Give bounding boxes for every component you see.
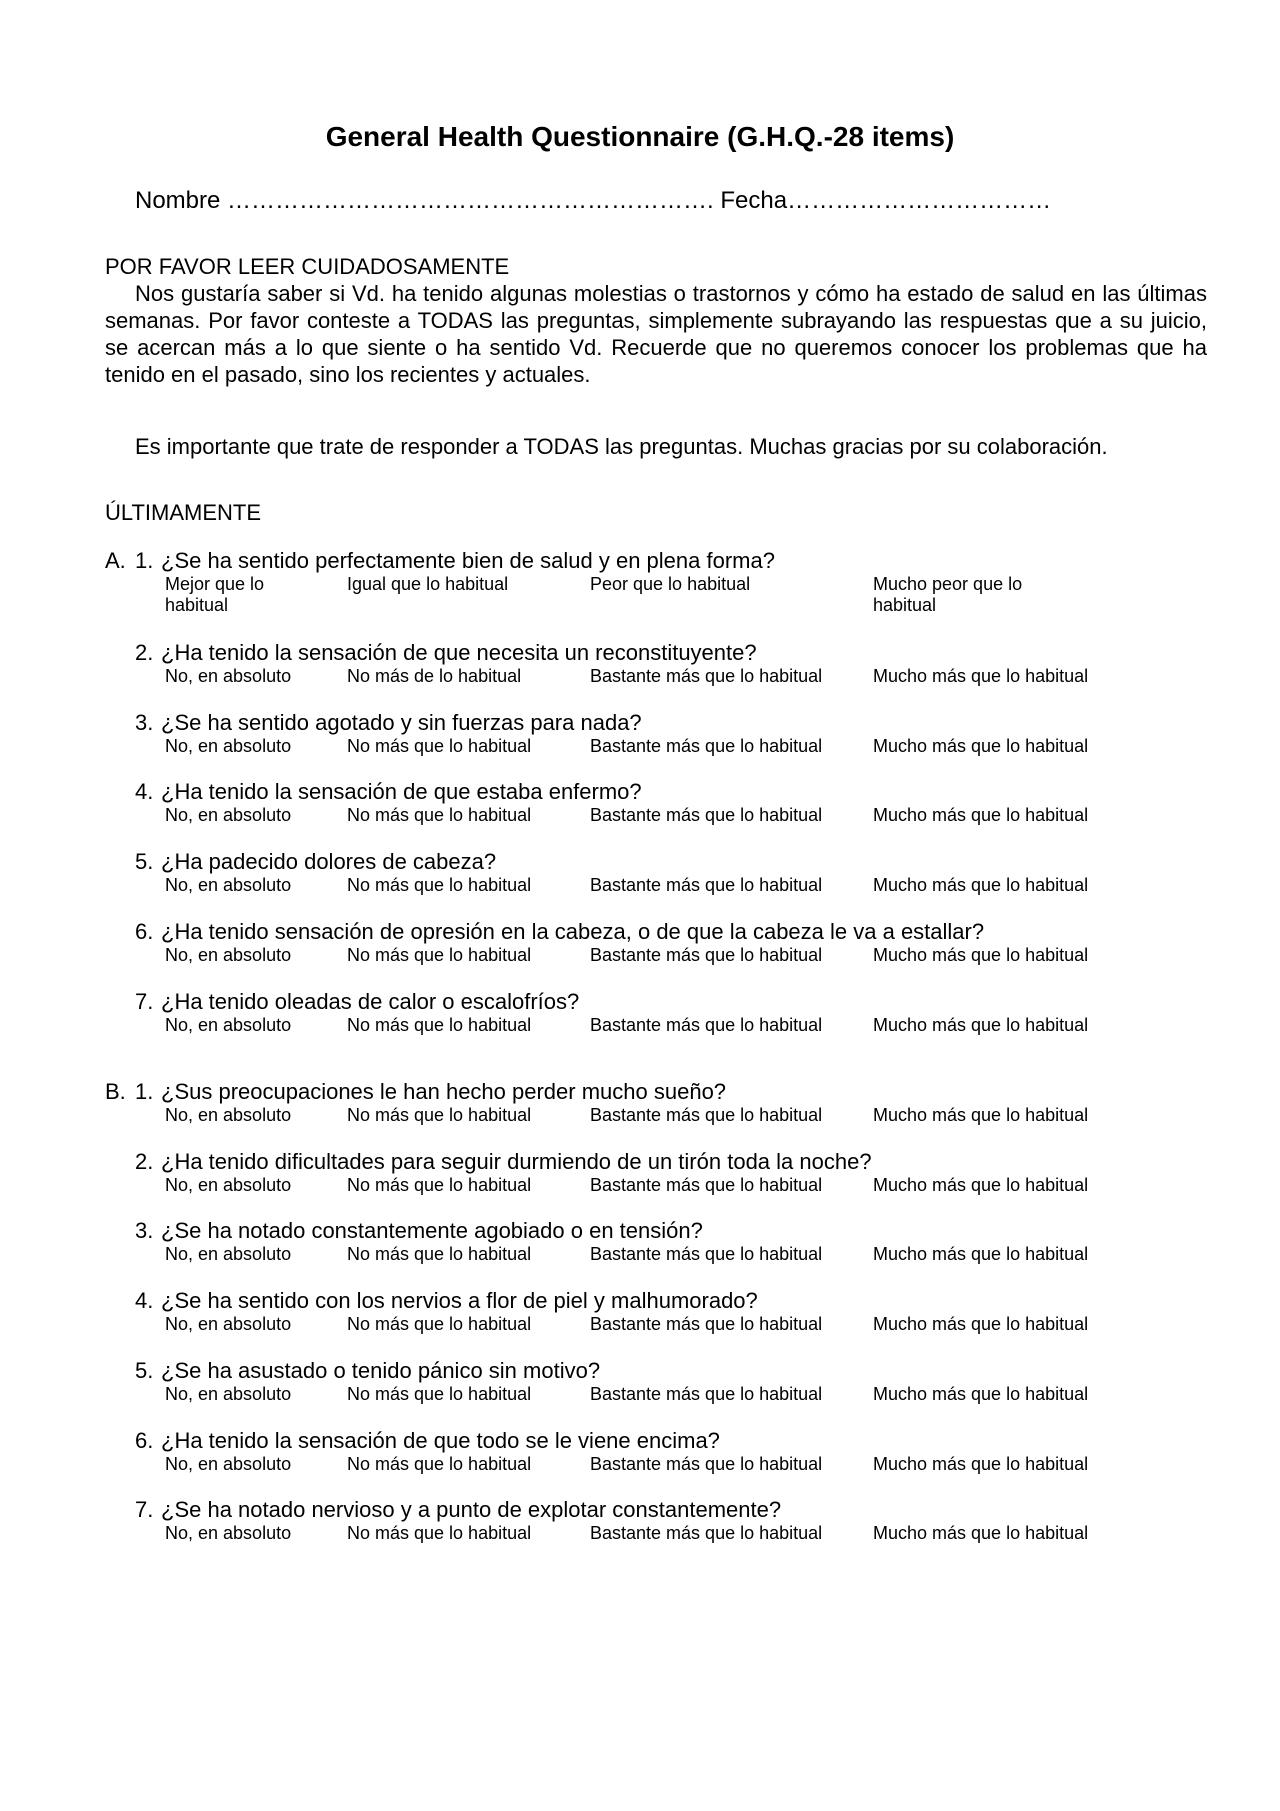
answer-option-2[interactable]: No más que lo habitual	[347, 1175, 532, 1195]
answer-option-2[interactable]: No más de lo habitual	[347, 666, 522, 686]
answer-option-1[interactable]: No, en absoluto	[165, 1105, 292, 1125]
question-label: ¿Se ha sentido agotado y sin fuerzas para nada?	[161, 710, 642, 735]
answer-option-1[interactable]: No, en absoluto	[165, 1454, 292, 1474]
question-text	[135, 1357, 600, 1384]
answer-option-1[interactable]: No, en absoluto	[165, 875, 292, 895]
question-text	[135, 1148, 872, 1175]
question-text	[135, 848, 496, 875]
answer-option-3[interactable]: Bastante más que lo habitual	[590, 1015, 823, 1035]
question-label: ¿Sus preocupaciones le han hecho perder mucho sueño?	[161, 1079, 727, 1104]
section-label-a: A.	[105, 548, 126, 573]
answer-option-4[interactable]: Mucho más que lo habitual	[873, 1454, 1089, 1474]
question-label: ¿Ha tenido la sensación de que necesita un reconstituyente?	[161, 640, 757, 665]
question-number: 4.	[135, 1288, 154, 1313]
answer-option-2[interactable]: No más que lo habitual	[347, 805, 532, 825]
answer-option-3[interactable]: Bastante más que lo habitual	[590, 805, 823, 825]
question-number: 3.	[135, 1218, 154, 1243]
question-number: 2.	[135, 1149, 154, 1174]
question-number: 4.	[135, 779, 154, 804]
question-number: 5.	[135, 1358, 154, 1383]
answer-option-4[interactable]: Mucho más que lo habitual	[873, 1523, 1089, 1543]
answer-option-3[interactable]: Bastante más que lo habitual	[590, 875, 823, 895]
intro-body: Nos gustaría saber si Vd. ha tenido algunas molestias o trastornos y cómo ha estado de salud en las últimas semanas. Por favor conteste a TODAS las preguntas, simplemente subrayando las respuestas que a su juicio, se acercan más a lo que siente o ha sentido Vd. Recuerde que no queremos conocer los problemas que ha tenido en el pasado, sino los recientes y actuales.	[105, 281, 1207, 387]
answer-option-1[interactable]: No, en absoluto	[165, 1015, 292, 1035]
answer-option-4[interactable]: Mucho más que lo habitual	[873, 1175, 1089, 1195]
answer-option-3[interactable]: Peor que lo habitual	[590, 574, 751, 594]
answer-option-1[interactable]: No, en absoluto	[165, 805, 292, 825]
answer-option-3[interactable]: Bastante más que lo habitual	[590, 666, 823, 686]
answer-option-3[interactable]: Bastante más que lo habitual	[590, 1314, 823, 1334]
answer-option-3[interactable]: Bastante más que lo habitual	[590, 945, 823, 965]
answer-option-2[interactable]: No más que lo habitual	[347, 945, 532, 965]
question-text	[135, 918, 984, 945]
nombre-fecha-line: Nombre ……………………………………………………. Fecha……………………………	[135, 187, 1052, 214]
answer-option-4[interactable]: Mucho más que lo habitual	[873, 1244, 1089, 1264]
answer-option-2[interactable]: No más que lo habitual	[347, 1384, 532, 1404]
question-label: ¿Ha tenido dificultades para seguir durmiendo de un tirón toda la noche?	[161, 1149, 872, 1174]
answer-option-4[interactable]: Mucho más que lo habitual	[873, 1384, 1089, 1404]
answer-option-3[interactable]: Bastante más que lo habitual	[590, 1523, 823, 1543]
question-label: ¿Ha tenido la sensación de que estaba enfermo?	[161, 779, 642, 804]
answer-option-1[interactable]: Mejor que lo habitual	[165, 574, 265, 615]
answer-option-3[interactable]: Bastante más que lo habitual	[590, 1384, 823, 1404]
answer-option-4[interactable]: Mucho más que lo habitual	[873, 736, 1089, 756]
answer-option-2[interactable]: No más que lo habitual	[347, 1454, 532, 1474]
question-number: 7.	[135, 1497, 154, 1522]
question-label: ¿Se ha sentido con los nervios a flor de piel y malhumorado?	[161, 1288, 758, 1313]
question-label: ¿Ha tenido sensación de opresión en la cabeza, o de que la cabeza le va a estallar?	[161, 919, 985, 944]
question-text	[135, 709, 642, 736]
question-text	[135, 1496, 781, 1523]
question-label: ¿Se ha asustado o tenido pánico sin motivo?	[161, 1358, 601, 1383]
answer-option-1[interactable]: No, en absoluto	[165, 1314, 292, 1334]
answer-option-2[interactable]: No más que lo habitual	[347, 1523, 532, 1543]
answer-option-1[interactable]: No, en absoluto	[165, 1384, 292, 1404]
answer-option-4[interactable]: Mucho más que lo habitual	[873, 805, 1089, 825]
question-text	[105, 547, 775, 574]
answer-option-1[interactable]: No, en absoluto	[165, 736, 292, 756]
answer-option-3[interactable]: Bastante más que lo habitual	[590, 1175, 823, 1195]
question-label: ¿Se ha notado constantemente agobiado o en tensión?	[161, 1218, 703, 1243]
question-label: ¿Ha padecido dolores de cabeza?	[161, 849, 497, 874]
question-number: 2.	[135, 640, 154, 665]
answer-option-2[interactable]: Igual que lo habitual	[347, 574, 509, 594]
page-title: General Health Questionnaire (G.H.Q.-28 items)	[325, 121, 955, 152]
important-note: Es importante que trate de responder a TODAS las preguntas. Muchas gracias por su colaboración.	[135, 434, 1108, 459]
section-heading: ÚLTIMAMENTE	[105, 500, 262, 525]
answer-option-1[interactable]: No, en absoluto	[165, 1523, 292, 1543]
answer-option-4[interactable]: Mucho peor que lo habitual	[873, 574, 1023, 615]
question-text	[135, 1287, 758, 1314]
answer-option-1[interactable]: No, en absoluto	[165, 945, 292, 965]
question-number: 5.	[135, 849, 154, 874]
question-label: ¿Se ha sentido perfectamente bien de salud y en plena forma?	[161, 548, 775, 573]
answer-option-3[interactable]: Bastante más que lo habitual	[590, 736, 823, 756]
question-number: 1.	[135, 548, 154, 573]
question-label: ¿Se ha notado nervioso y a punto de explotar constantemente?	[161, 1497, 782, 1522]
answer-option-4[interactable]: Mucho más que lo habitual	[873, 945, 1089, 965]
answer-option-4[interactable]: Mucho más que lo habitual	[873, 666, 1089, 686]
answer-option-2[interactable]: No más que lo habitual	[347, 1314, 532, 1334]
answer-option-1[interactable]: No, en absoluto	[165, 1244, 292, 1264]
answer-option-2[interactable]: No más que lo habitual	[347, 1105, 532, 1125]
question-label: ¿Ha tenido oleadas de calor o escalofríos?	[161, 989, 580, 1014]
question-number: 6.	[135, 919, 154, 944]
question-number: 7.	[135, 989, 154, 1014]
answer-option-2[interactable]: No más que lo habitual	[347, 1015, 532, 1035]
answer-option-2[interactable]: No más que lo habitual	[347, 1244, 532, 1264]
answer-option-4[interactable]: Mucho más que lo habitual	[873, 1105, 1089, 1125]
question-number: 3.	[135, 710, 154, 735]
question-number: 6.	[135, 1428, 154, 1453]
answer-option-3[interactable]: Bastante más que lo habitual	[590, 1244, 823, 1264]
question-text	[135, 1217, 703, 1244]
answer-option-2[interactable]: No más que lo habitual	[347, 875, 532, 895]
answer-option-1[interactable]: No, en absoluto	[165, 1175, 292, 1195]
question-text	[135, 1427, 720, 1454]
question-label: ¿Ha tenido la sensación de que todo se le viene encima?	[161, 1428, 720, 1453]
question-text	[135, 988, 579, 1015]
answer-option-1[interactable]: No, en absoluto	[165, 666, 292, 686]
answer-option-3[interactable]: Bastante más que lo habitual	[590, 1454, 823, 1474]
question-number: 1.	[135, 1079, 154, 1104]
answer-option-4[interactable]: Mucho más que lo habitual	[873, 1015, 1089, 1035]
question-text	[135, 778, 642, 805]
intro-heading: POR FAVOR LEER CUIDADOSAMENTE	[105, 254, 510, 279]
answer-option-4[interactable]: Mucho más que lo habitual	[873, 875, 1089, 895]
question-text	[105, 1078, 726, 1105]
section-label-b: B.	[105, 1079, 126, 1104]
answer-option-4[interactable]: Mucho más que lo habitual	[873, 1314, 1089, 1334]
answer-option-2[interactable]: No más que lo habitual	[347, 736, 532, 756]
question-text	[135, 639, 757, 666]
answer-option-3[interactable]: Bastante más que lo habitual	[590, 1105, 823, 1125]
